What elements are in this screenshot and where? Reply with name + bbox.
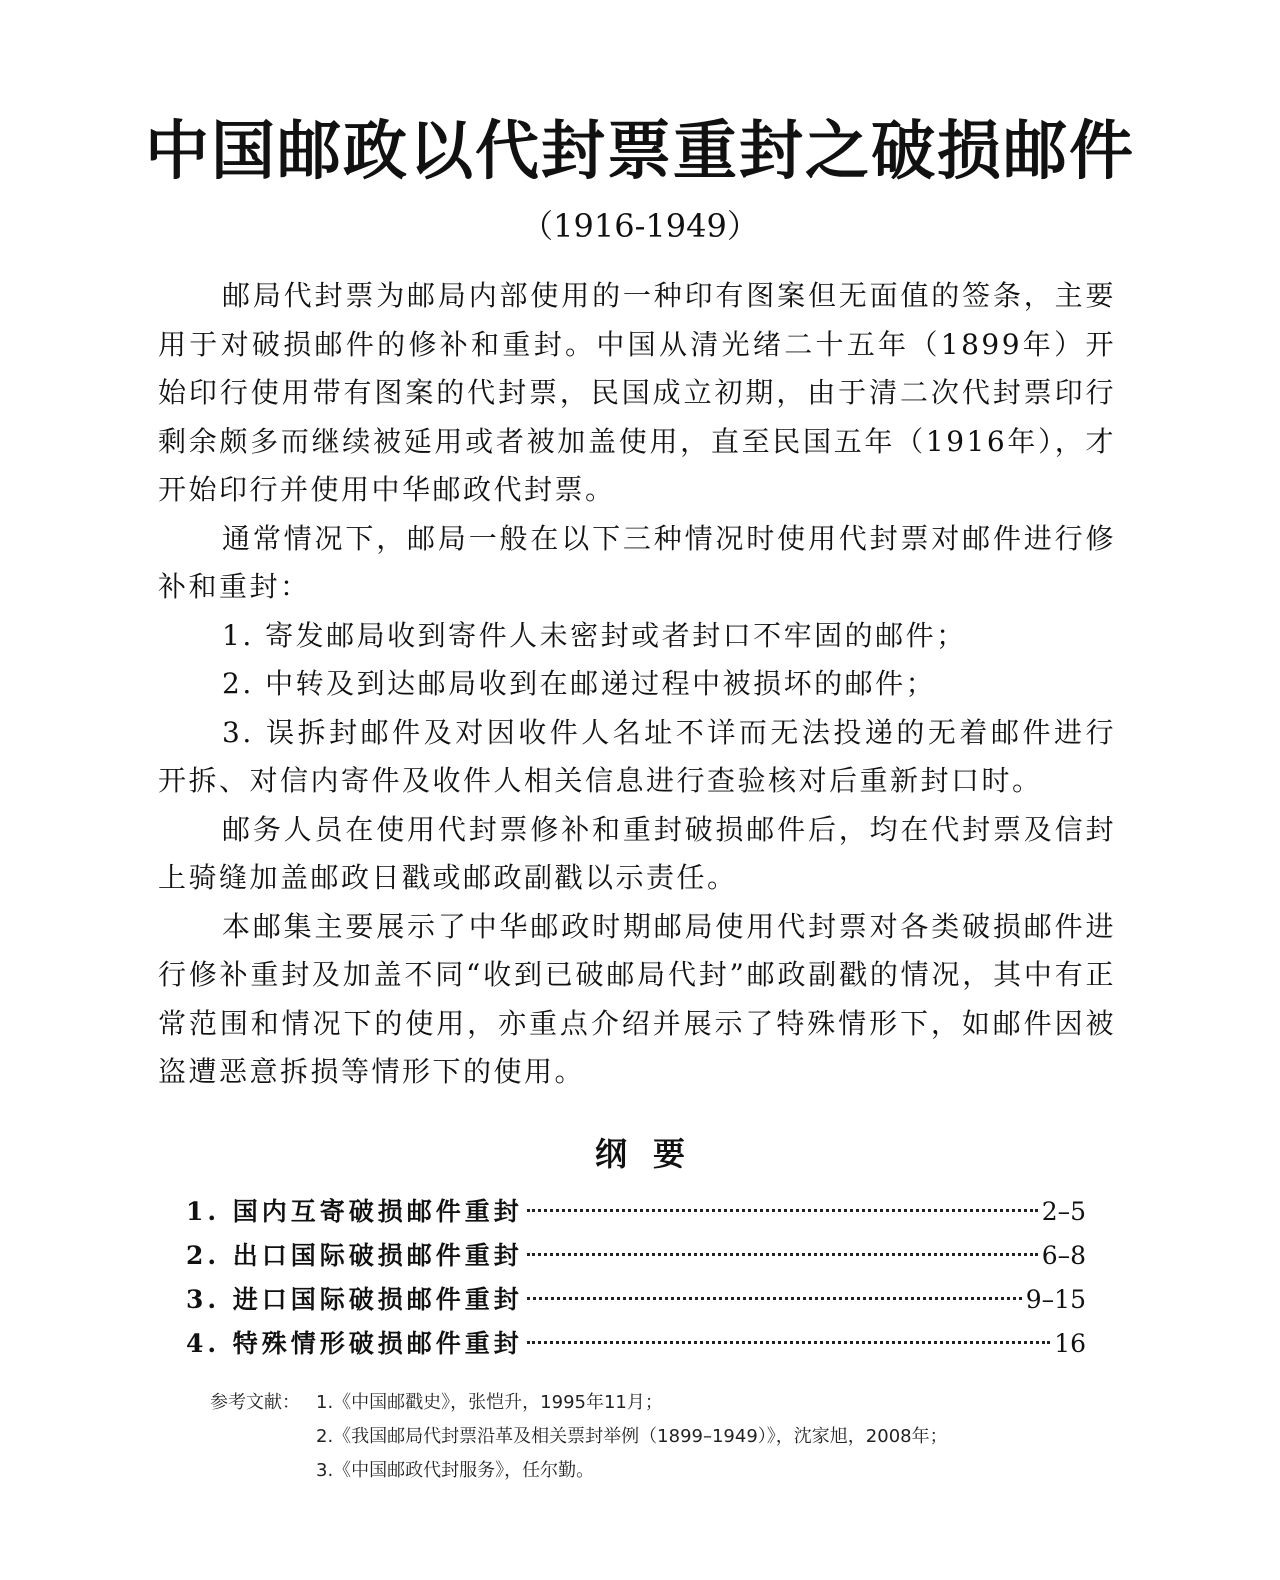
outline-item-pages: 9–15 xyxy=(1025,1285,1086,1314)
document-title: 中国邮政以代封票重封之破损邮件 xyxy=(145,114,1135,189)
reference-row xyxy=(210,1386,1110,1420)
paragraph-responsibility: 邮务人员在使用代封票修补和重封破损邮件后，均在代封票及信封上骑缝加盖邮政日戳或邮政副戳以示责任。 xyxy=(158,812,1116,894)
dot-leader xyxy=(527,1341,1050,1344)
reference-row xyxy=(210,1420,1110,1454)
paragraph-intro: 邮局代封票为邮局内部使用的一种印有图案但无面值的签条，主要用于对破损邮件的修补和重封。中国从清光绪二十五年（1899年）开始印行使用带有图案的代封票，民国成立初期，由于清二次代封票印行剩余颇多而继续被延用或者被加盖使用，直至民国五年（1916年），才开始印行并使用中华邮政代封票。 xyxy=(158,279,1116,506)
outline-item-pages: 16 xyxy=(1054,1329,1086,1358)
references-label-spacer xyxy=(210,1454,316,1488)
document-subtitle: （1916-1949） xyxy=(521,207,759,245)
references-label: 参考文献： xyxy=(210,1392,300,1413)
dot-leader xyxy=(527,1209,1038,1212)
outline-item xyxy=(186,1190,1086,1234)
reference-item: 3.《中国邮政代封服务》，任尔勤。 xyxy=(316,1460,595,1481)
outline-item-label: 4. 特殊情形破损邮件重封 xyxy=(186,1329,523,1358)
reference-item: 2.《我国邮局代封票沿革及相关票封举例（1899–1949）》，沈家旭，2008年； xyxy=(316,1426,948,1447)
list-item-condition-3: 3. 误拆封邮件及对因收件人名址不详而无法投递的无着邮件进行开拆、对信内寄件及收件人相关信息进行查验核对后重新封口时。 xyxy=(158,715,1116,797)
outline-item xyxy=(186,1322,1086,1366)
references-label-spacer xyxy=(210,1420,316,1454)
outline-item xyxy=(186,1278,1086,1322)
outline-item-pages: 6–8 xyxy=(1041,1241,1086,1270)
reference-row xyxy=(210,1454,1110,1488)
paragraph-usage-conditions: 通常情况下，邮局一般在以下三种情况时使用代封票对邮件进行修补和重封： xyxy=(158,521,1116,603)
outline-item-label: 3. 进口国际破损邮件重封 xyxy=(186,1285,523,1314)
reference-item: 1.《中国邮戳史》，张恺升，1995年11月； xyxy=(316,1392,663,1413)
outline-list xyxy=(186,1190,1086,1366)
dot-leader xyxy=(527,1253,1038,1256)
outline-heading: 纲要 xyxy=(594,1135,711,1173)
outline-item-pages: 2–5 xyxy=(1041,1197,1086,1226)
dot-leader xyxy=(527,1297,1022,1300)
list-item-condition-2: 2. 中转及到达邮局收到在邮递过程中被损坏的邮件； xyxy=(222,667,937,700)
references xyxy=(210,1386,1110,1488)
outline-item xyxy=(186,1234,1086,1278)
body-text xyxy=(158,272,1116,1097)
outline-item-label: 1. 国内互寄破损邮件重封 xyxy=(186,1197,523,1226)
list-item-condition-1: 1. 寄发邮局收到寄件人未密封或者封口不牢固的邮件； xyxy=(222,618,967,652)
paragraph-collection-summary: 本邮集主要展示了中华邮政时期邮局使用代封票对各类破损邮件进行修补重封及加盖不同“收到已破邮局代封”邮政副戳的情况，其中有正常范围和情况下的使用，亦重点介绍并展示了特殊情形下，如邮件因被盗遭恶意拆损等情形下的使用。 xyxy=(158,909,1116,1088)
outline-item-label: 2. 出口国际破损邮件重封 xyxy=(186,1241,523,1270)
